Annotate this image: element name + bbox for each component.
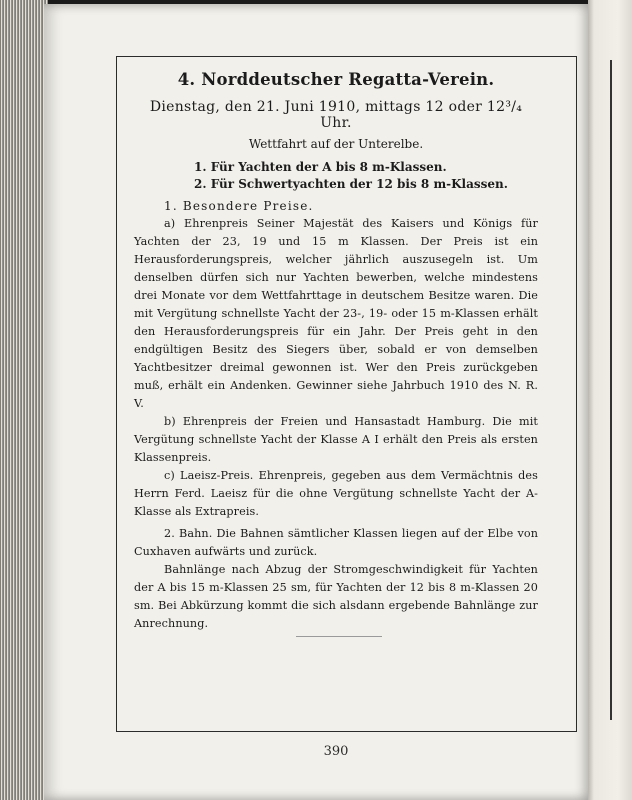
section-divider-rule xyxy=(296,636,382,637)
paragraph-prize-a: a) Ehrenpreis Seiner Majestät des Kaisers und Königs für Yachten der 23, 19 und 15 m Klassen. Der Preis ist ein Herausforderungspreis, welcher jährlich auszusegeln ist. Um denselben dürfen sich nur Yachten bewerben, welche mindestens drei Monate vor dem Wettfahrttage in deutschem Besitze waren. Die mit Vergütung schnellste Yacht der 23-, 19- oder 15 m-Klassen erhält den Herausforderungspreis für ein Jahr. Der Preis geht in den endgültigen Besitz des Siegers über, sobald er von demselben Yachtbesitzer dreimal gewonnen ist. Wer den Preis zurückgeben muß, erhält ein Andenken. Gewinner siehe Jahrbuch 1910 des N. R. V. xyxy=(134,217,538,410)
location-line: Wettfahrt auf der Unterelbe. xyxy=(248,137,424,151)
right-page-frame-line xyxy=(610,60,612,720)
book-page-edge-right xyxy=(588,0,632,800)
paragraph-prize-c: c) Laeisz-Preis. Ehrenpreis, gegeben aus dem Vermächtnis des Herrn Ferd. Laeisz für die ohne Vergütung schnellste Yacht der A-Klasse als Extrapreis. xyxy=(134,469,538,518)
paragraph-course-length: Bahnlänge nach Abzug der Stromgeschwindigkeit für Yachten der A bis 15 m-Klassen 25 sm, für Yachten der 12 bis 8 m-Klassen 20 sm. Bei Abkürzung kommt die sich alsdann ergebende Bahnlänge zur Anrechnung. xyxy=(134,563,538,630)
date-line: Dienstag, den 21. Juni 1910, mittags 12 oder 12³/₄ Uhr. xyxy=(149,99,523,131)
book-page-edges-left xyxy=(0,0,48,800)
class-item: 1. Für Yachten der A bis 8 m-Klassen. xyxy=(194,160,447,174)
page-content xyxy=(134,70,538,633)
page-title: 4. Norddeutscher Regatta-Verein. xyxy=(177,70,495,89)
paragraph-prize-b: b) Ehrenpreis der Freien und Hansastadt Hamburg. Die mit Vergütung schnellste Yacht der Klasse A I erhält den Preis als ersten Klassenpreis. xyxy=(134,415,538,464)
class-list xyxy=(134,159,538,193)
class-item: 2. Für Schwertyachten der 12 bis 8 m-Klassen. xyxy=(194,177,508,191)
paragraph-course: 2. Bahn. Die Bahnen sämtlicher Klassen liegen auf der Elbe von Cuxhaven aufwärts und zurück. xyxy=(134,527,538,558)
section-heading-prizes: 1. Besondere Preise. xyxy=(164,199,314,213)
page-number: 390 xyxy=(323,744,349,759)
